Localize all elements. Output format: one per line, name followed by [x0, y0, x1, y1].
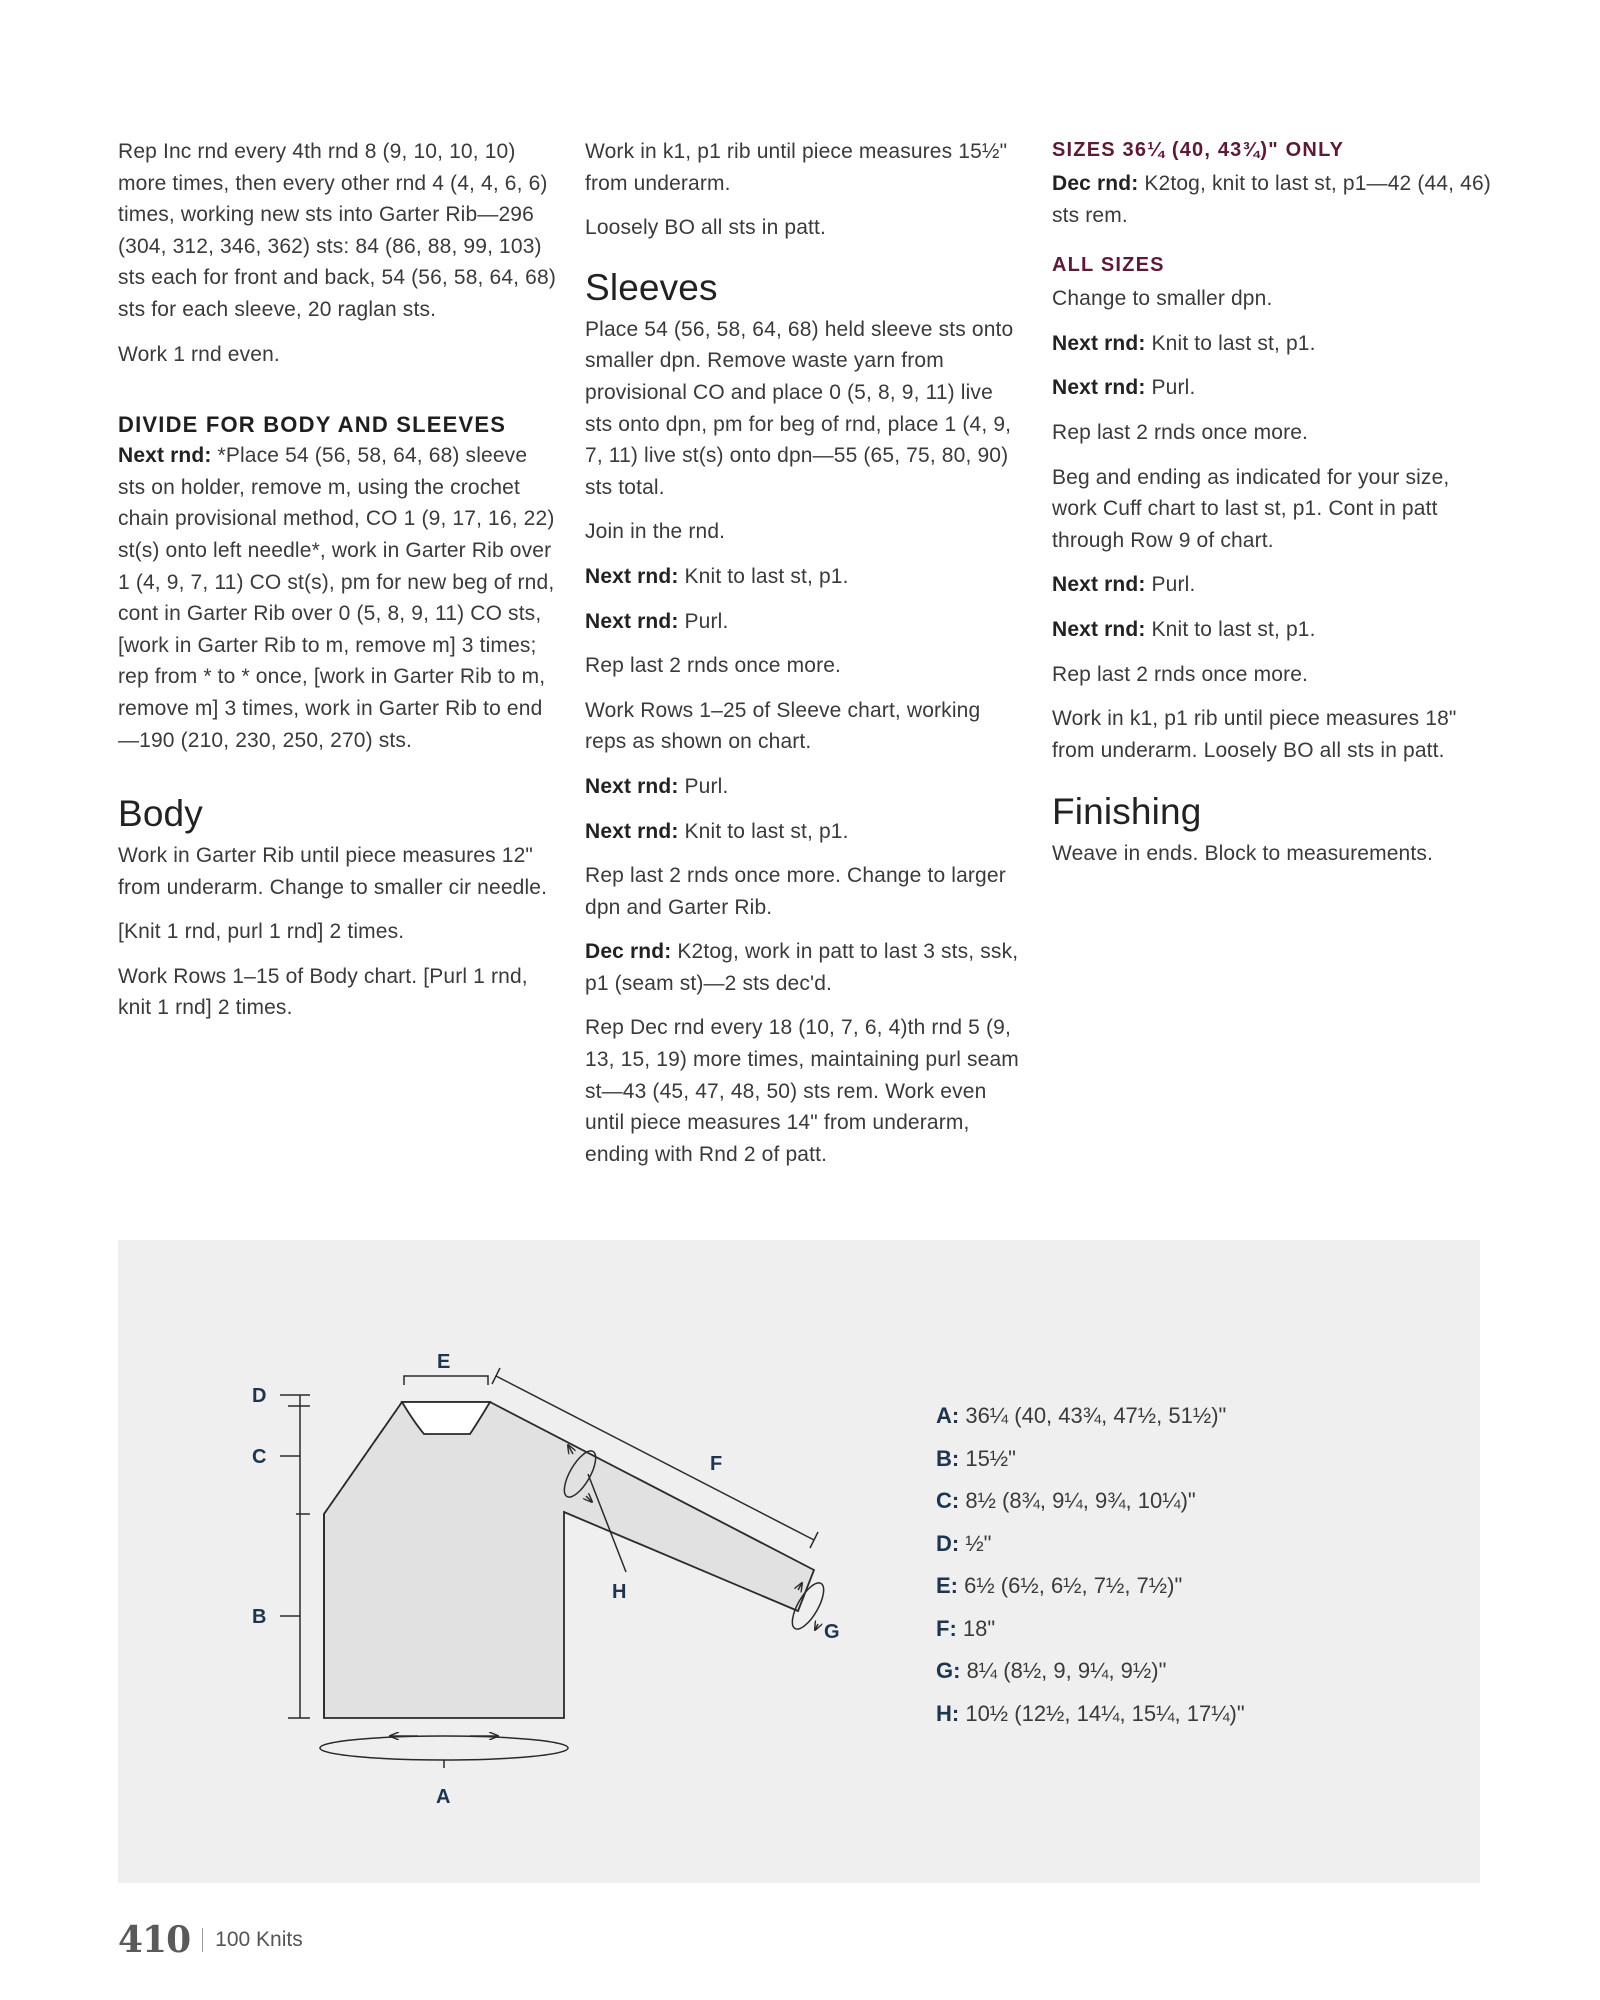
label-c: C [252, 1446, 267, 1468]
label-b: B [252, 1606, 267, 1628]
section-heading-body: Body [118, 793, 203, 835]
measurement-b: B: 15½" [936, 1445, 1016, 1471]
instruction-text: Knit to last st, p1. [1145, 617, 1316, 641]
paragraph: Work Rows 1–25 of Sleeve chart, working reps as shown on chart. [585, 698, 981, 754]
sweater-body-shape [324, 1402, 814, 1718]
paragraph [1052, 614, 1492, 646]
instruction-label: Next rnd: [585, 774, 679, 798]
paragraph: Work in k1, p1 rib until piece measures 15½" from underarm. [585, 140, 1008, 195]
instruction-label: Next rnd: [1052, 331, 1146, 355]
paragraph: Change to smaller dpn. [1052, 287, 1273, 311]
page-number: 410 [118, 1919, 191, 1961]
measurement-c: C: 8½ (8¾, 9¼, 9¾, 10¼)" [936, 1488, 1196, 1513]
instruction-label: Next rnd: [1052, 376, 1146, 400]
instruction-label: Next rnd: [1052, 617, 1146, 641]
paragraph [118, 440, 558, 756]
instruction-label: Next rnd: [585, 609, 679, 633]
paragraph: Weave in ends. Block to measurements. [1052, 842, 1434, 866]
label-e: E [437, 1351, 451, 1373]
paragraph: Join in the rnd. [585, 520, 726, 544]
paragraph [1052, 168, 1492, 231]
instruction-text: Knit to last st, p1. [678, 564, 849, 588]
paragraph [585, 771, 1025, 803]
label-a: A [436, 1786, 451, 1808]
paragraph [1052, 372, 1492, 404]
section-heading-finishing: Finishing [1052, 791, 1202, 833]
paragraph: Work in Garter Rib until piece measures 12" from underarm. Change to smaller cir needle. [118, 844, 548, 899]
measurement-e: E: 6½ (6½, 6½, 7½, 7½)" [936, 1573, 1183, 1598]
label-d: D [252, 1385, 267, 1407]
measurement-f: F: 18" [936, 1615, 996, 1641]
hem-circumference [320, 1736, 568, 1768]
size-subheading: SIZES 36¼ (40, 43¾)" ONLY [1052, 139, 1345, 161]
paragraph: Rep Dec rnd every 18 (10, 7, 6, 4)th rnd 5 (9, 13, 15, 19) more times, maintaining purl seam st—43 (45, 47, 48, 50) sts rem. Work even until piece measures 14" from underarm, ending with Rnd 2 of patt. [585, 1016, 1019, 1166]
paragraph: Loosely BO all sts in patt. [585, 216, 826, 240]
instruction-label: Next rnd: [585, 564, 679, 588]
label-h: H [612, 1581, 627, 1603]
paragraph: Beg and ending as indicated for your size, work Cuff chart to last st, p1. Cont in patt through Row 9 of chart. [1052, 465, 1450, 552]
measurements-list [936, 1395, 1245, 1735]
paragraph [585, 936, 1025, 999]
measurement-a: A: 36¼ (40, 43¾, 47½, 51½)" [936, 1403, 1227, 1428]
instruction-text: Knit to last st, p1. [1145, 331, 1316, 355]
paragraph: Work in k1, p1 rib until piece measures 18" from underarm. Loosely BO all sts in patt. [1052, 707, 1457, 762]
instruction-label: Next rnd: [118, 444, 212, 468]
paragraph: Rep last 2 rnds once more. [1052, 420, 1309, 444]
instruction-label: Next rnd: [1052, 573, 1146, 597]
paragraph: Rep Inc rnd every 4th rnd 8 (9, 10, 10, 10) more times, then every other rnd 4 (4, 4, 6, 6) times, working new sts into Garter Rib—296 (304, 312, 346, 362) sts: 84 (86, 88, 99, 103) sts each for front and back, 54 (56, 58, 64, 68) sts for each sleeve, 20 raglan sts. [118, 140, 556, 321]
paragraph [1052, 569, 1492, 601]
sweater-schematic [118, 1240, 1480, 1883]
instruction-text: Purl. [1145, 376, 1196, 400]
text-column-1 [118, 136, 558, 1037]
text-column-3 [1052, 136, 1492, 883]
paragraph [585, 561, 1025, 593]
text-column-2 [585, 136, 1025, 1183]
instruction-text: Purl. [1145, 573, 1196, 597]
instruction-text: *Place 54 (56, 58, 64, 68) sleeve sts on holder, remove m, using the crochet chain provisional method, CO 1 (9, 17, 16, 22) st(s) onto left needle*, work in Garter Rib over 1 (4, 9, 7, 11) CO st(s), pm for new beg of rnd, cont in Garter Rib over 0 (5, 8, 9, 11) CO sts, [work in Garter Rib to m, remove m] 3 times; rep from * to * once, [work in Garter Rib to m, remove m] 3 times, work in Garter Rib to end—190 (210, 230, 250, 270) sts. [118, 444, 555, 752]
paragraph [585, 816, 1025, 848]
footer-divider [202, 1928, 203, 1952]
paragraph [585, 606, 1025, 638]
paragraph: Work 1 rnd even. [118, 342, 280, 366]
paragraph: Place 54 (56, 58, 64, 68) held sleeve sts onto smaller dpn. Remove waste yarn from provisional CO and place 0 (5, 8, 9, 11) live sts onto dpn, pm for beg of rnd, place 1 (4, 9, 7, 11) live st(s) onto dpn—55 (65, 75, 80, 90) sts total. [585, 317, 1014, 499]
instruction-text: Purl. [678, 774, 729, 798]
size-subheading: ALL SIZES [1052, 254, 1165, 277]
label-g: G [824, 1621, 840, 1643]
vertical-measure-lines [280, 1395, 310, 1718]
schematic-panel [118, 1240, 1480, 1883]
measurement-d: D: ½" [936, 1530, 992, 1556]
instruction-label: Next rnd: [585, 819, 679, 843]
section-subheading: DIVIDE FOR BODY AND SLEEVES [118, 412, 507, 438]
neck-width-bracket [404, 1376, 488, 1385]
paragraph: Work Rows 1–15 of Body chart. [Purl 1 rnd, knit 1 rnd] 2 times. [118, 964, 528, 1020]
measurement-g: G: 8¼ (8½, 9, 9¼, 9½)" [936, 1658, 1167, 1683]
section-heading-sleeves: Sleeves [585, 266, 718, 308]
paragraph [1052, 328, 1492, 360]
paragraph: Rep last 2 rnds once more. Change to larger dpn and Garter Rib. [585, 864, 1006, 919]
instruction-text: Knit to last st, p1. [678, 819, 849, 843]
instruction-text: K2tog, work in patt to last 3 sts, ssk, p1 (seam st)—2 sts dec'd. [585, 940, 1019, 995]
paragraph: [Knit 1 rnd, purl 1 rnd] 2 times. [118, 920, 405, 944]
page-footer [118, 1918, 303, 1962]
instruction-label: Dec rnd: [585, 940, 672, 964]
book-title: 100 Knits [215, 1928, 303, 1951]
paragraph: Rep last 2 rnds once more. [585, 654, 842, 678]
paragraph: Rep last 2 rnds once more. [1052, 662, 1309, 686]
label-f: F [710, 1453, 723, 1475]
instruction-label: Dec rnd: [1052, 172, 1139, 195]
measurement-h: H: 10½ (12½, 14¼, 15¼, 17¼)" [936, 1700, 1245, 1726]
instruction-text: Purl. [678, 609, 729, 633]
instruction-text: K2tog, knit to last st, p1—42 (44, 46) sts rem. [1052, 172, 1491, 227]
